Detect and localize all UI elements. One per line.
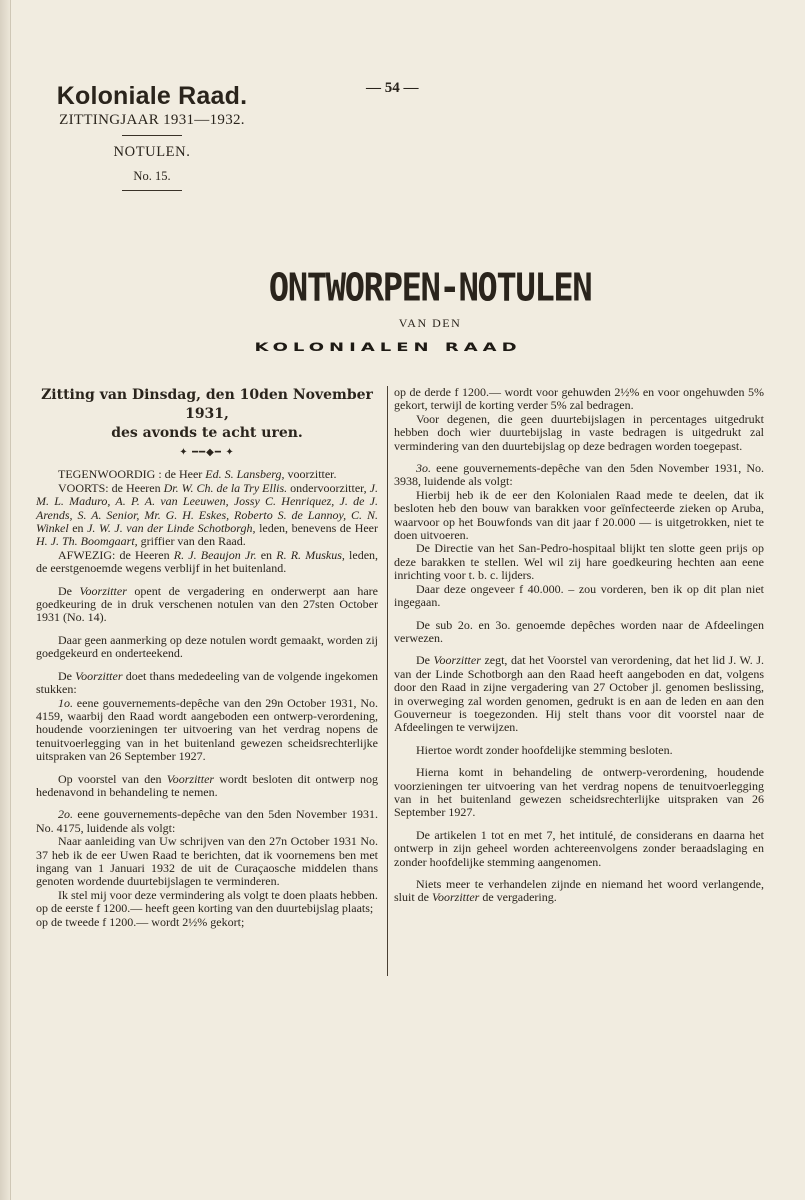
text: De — [416, 653, 434, 668]
name: R. R. Muskus, — [276, 547, 345, 562]
document-type: NOTULEN. — [113, 144, 191, 160]
divider — [122, 190, 182, 191]
session-year: ZITTINGJAAR 1931—1932. — [59, 112, 245, 128]
text: 3o. — [416, 461, 431, 476]
council-title: Koloniale Raad. — [56, 82, 248, 110]
name: H. J. Th. Boomgaart, — [36, 534, 138, 549]
paragraph: De Directie van het San-Pedro-hospitaal blijkt ten slotte geen prijs op deze barakken te stellen. Wel wil zij hare goedkeuring hechten aan eene inrichting voor t. b. c. lijders. — [394, 541, 764, 583]
paragraph — [36, 773, 378, 800]
left-column — [36, 386, 378, 929]
label: VOORTS: — [58, 480, 109, 495]
text: eene gouvernements-depêche van den 29n October 1931, No. 4159, waarbij den Raad wordt aangeboden een ontwerp-verordening, houdende voorzieningen ter uitvoering van het verdrag nopens de tenuitvoerlegging van in het buitenland gewezen scheidsrechterlijke uitspraken van 26 September 1927. — [36, 695, 378, 764]
attendance-present — [36, 468, 378, 481]
name: Ed. S. Lansberg, — [205, 467, 285, 482]
label: AFWEZIG: — [58, 547, 116, 562]
title-subline: VAN DEN — [398, 316, 462, 330]
text: De — [58, 668, 76, 683]
text: voorzitter. — [284, 467, 337, 482]
text: Voorzitter — [432, 890, 480, 905]
text: de Heeren — [108, 480, 164, 495]
text: eene gouvernements-depêche van den 5den November 1931. No. 4175, luidende als volgt: — [36, 807, 378, 835]
council-banner — [148, 337, 628, 358]
text: en — [256, 547, 277, 562]
attendance-further — [36, 482, 378, 549]
text: Voorzitter — [166, 771, 215, 786]
text: doet thans mededeeling van de volgende ingekomen stukken: — [36, 668, 378, 697]
text: wordt besloten dit ontwerp nog hedenavond in behandeling te nemen. — [36, 771, 378, 799]
text: de Heer — [161, 467, 206, 482]
text: zegt, dat het Voorstel van verordening, dat het lid J. W. J. van der Linde Schotborgh aan den Raad heeft aangeboden en dat, volgens door den Raad in zijne vergadering van 27 October jl. genomen beslissing, in overweging zal worden genomen, gedrukt is en aan de leden en aan den Gouverneur is toegezonden. Hij stelt thans voor dit voorstel naar de Afdeelingen te verwijzen. — [394, 653, 764, 735]
name: J. W. J. van der Linde Schotborgh, — [87, 521, 256, 536]
text: ondervoorzitter, — [287, 480, 370, 495]
paragraph: op de tweede f 1200.— wordt 2½% gekort; — [36, 914, 245, 929]
text: leden, de eerstgenoemde wegens verblijf in het buitenland. — [36, 547, 379, 576]
text: de Heeren — [115, 547, 174, 562]
text: de vergadering. — [479, 890, 557, 905]
label: TEGENWOORDIG : — [58, 467, 162, 482]
paragraph: Naar aanleiding van Uw schrijven van den 27n October 1931 No. 37 heb ik de eer Uwen Raad te berichten, dat ik voornemens ben met ingang van 1 Januari 1932 de uit de Curaçaosche middelen thans genoten wordende duurtebijslagen te verminderen. — [36, 834, 378, 889]
document-title: ONTWORPEN-NOTULEN — [268, 265, 592, 311]
sitting-heading — [36, 386, 378, 443]
paragraph: Ik stel mij voor deze vermindering als volgt te doen plaats hebben. — [58, 887, 378, 902]
ornament-divider: ✦ ━━◆━ ✦ — [179, 447, 235, 458]
text: Op voorstel van den — [58, 771, 167, 786]
sitting-line-2: des avonds te acht uren. — [111, 425, 303, 441]
paragraph — [36, 697, 378, 764]
name: Dr. W. Ch. de la Try Ellis. — [163, 480, 288, 495]
paragraph: Voor degenen, die geen duurtebijslagen in percentages uitgedrukt hebben doch wier duurtebijslag in vaste bedragen is uitgedrukt zal vermindering van den duurtebijslag op deze bedragen worden toegepast. — [394, 411, 764, 453]
masthead — [42, 82, 262, 191]
text: opent de vergadering en onderwerpt aan hare goedkeuring de in druk verschenen notulen van den 27sten October 1931 (No. 14). — [36, 583, 378, 625]
text: 2o. — [58, 807, 73, 822]
text: leden, benevens de Heer — [255, 521, 379, 536]
paragraph: De sub 2o. en 3o. genoemde depêches worden naar de Afdeelingen verwezen. — [394, 617, 764, 645]
name: R. J. Beaujon Jr. — [173, 547, 257, 562]
text: Voorzitter — [433, 653, 481, 668]
text: De — [58, 583, 80, 598]
paragraph: Hiertoe wordt zonder hoofdelijke stemming besloten. — [416, 742, 673, 757]
paragraph — [394, 878, 764, 905]
paragraph: Daar geen aanmerking op deze notulen wordt gemaakt, worden zij goedgekeurd en onderteekend. — [36, 632, 378, 661]
text: eene gouvernements-depêche van den 5den November 1931, No. 3938, luidende als volgt: — [394, 461, 764, 489]
text: griffier van den Raad. — [137, 534, 246, 549]
paragraph — [36, 808, 378, 835]
issue-number: No. 15. — [133, 169, 171, 183]
paragraph — [394, 462, 764, 489]
sitting-line-1: Zitting van Dinsdag, den 10den November 1931, — [41, 387, 373, 422]
right-column — [394, 386, 764, 905]
name: J. M. L. Maduro, A. P. A. van Leeuwen, Jossy C. Henriquez, J. de J. Arends, S. A. Senior, Mr. G. H. Eskes, Roberto S. de Lannoy, C. N. Winkel — [36, 480, 378, 536]
paragraph: op de eerste f 1200.— heeft geen korting van den duurtebijslag plaats; — [36, 901, 374, 916]
paragraph: Hierbij heb ik de eer den Kolonialen Raad mede te deelen, dat ik besloten heb den bouw van barakken voor geïnfecteerde zieken op Aruba, waarvoor op het Bouwfonds van dit jaar f 20.000 — is uitgetrokken, niet te doen uitvoeren. — [394, 487, 764, 543]
paragraph — [36, 585, 378, 625]
page-binding-edge — [0, 0, 11, 1200]
paragraph: op de derde f 1200.— wordt voor gehuwden 2½% en voor ongehuwden 5% gekort, terwijl de korting verder 5% zal bedragen. — [394, 385, 764, 413]
column-divider — [387, 386, 388, 976]
divider — [122, 135, 182, 136]
paragraph: Daar deze ongeveer f 40.000. – zou vorderen, ben ik op dit plan niet ingegaan. — [394, 581, 764, 610]
paragraph — [36, 670, 378, 697]
council-banner-text: KOLONIALEN RAAD — [254, 340, 522, 355]
text: en — [68, 521, 88, 536]
text: Voorzitter — [75, 668, 123, 683]
text: Voorzitter — [79, 583, 127, 598]
paragraph — [394, 654, 764, 734]
paragraph: Hierna komt in behandeling de ontwerp-verordening, houdende voorzieningen ter uitvoering van het verdrag nopens de tenuitvoerlegging van in het buitenland gewezen scheidsrechterlijke uitspraken van 26 September 1927. — [394, 765, 764, 820]
page-number: — 54 — — [366, 80, 419, 96]
paragraph: De artikelen 1 tot en met 7, het intitulé, de considerans en daarna het ontwerp in zijn geheel worden achtereenvolgens zonder beraadslaging en zonder hoofdelijke stemming aangenomen. — [394, 827, 764, 869]
text: Niets meer te verhandelen zijnde en niemand het woord verlangende, sluit de — [394, 877, 764, 905]
text: 1o. — [58, 695, 73, 710]
attendance-absent — [36, 549, 378, 576]
